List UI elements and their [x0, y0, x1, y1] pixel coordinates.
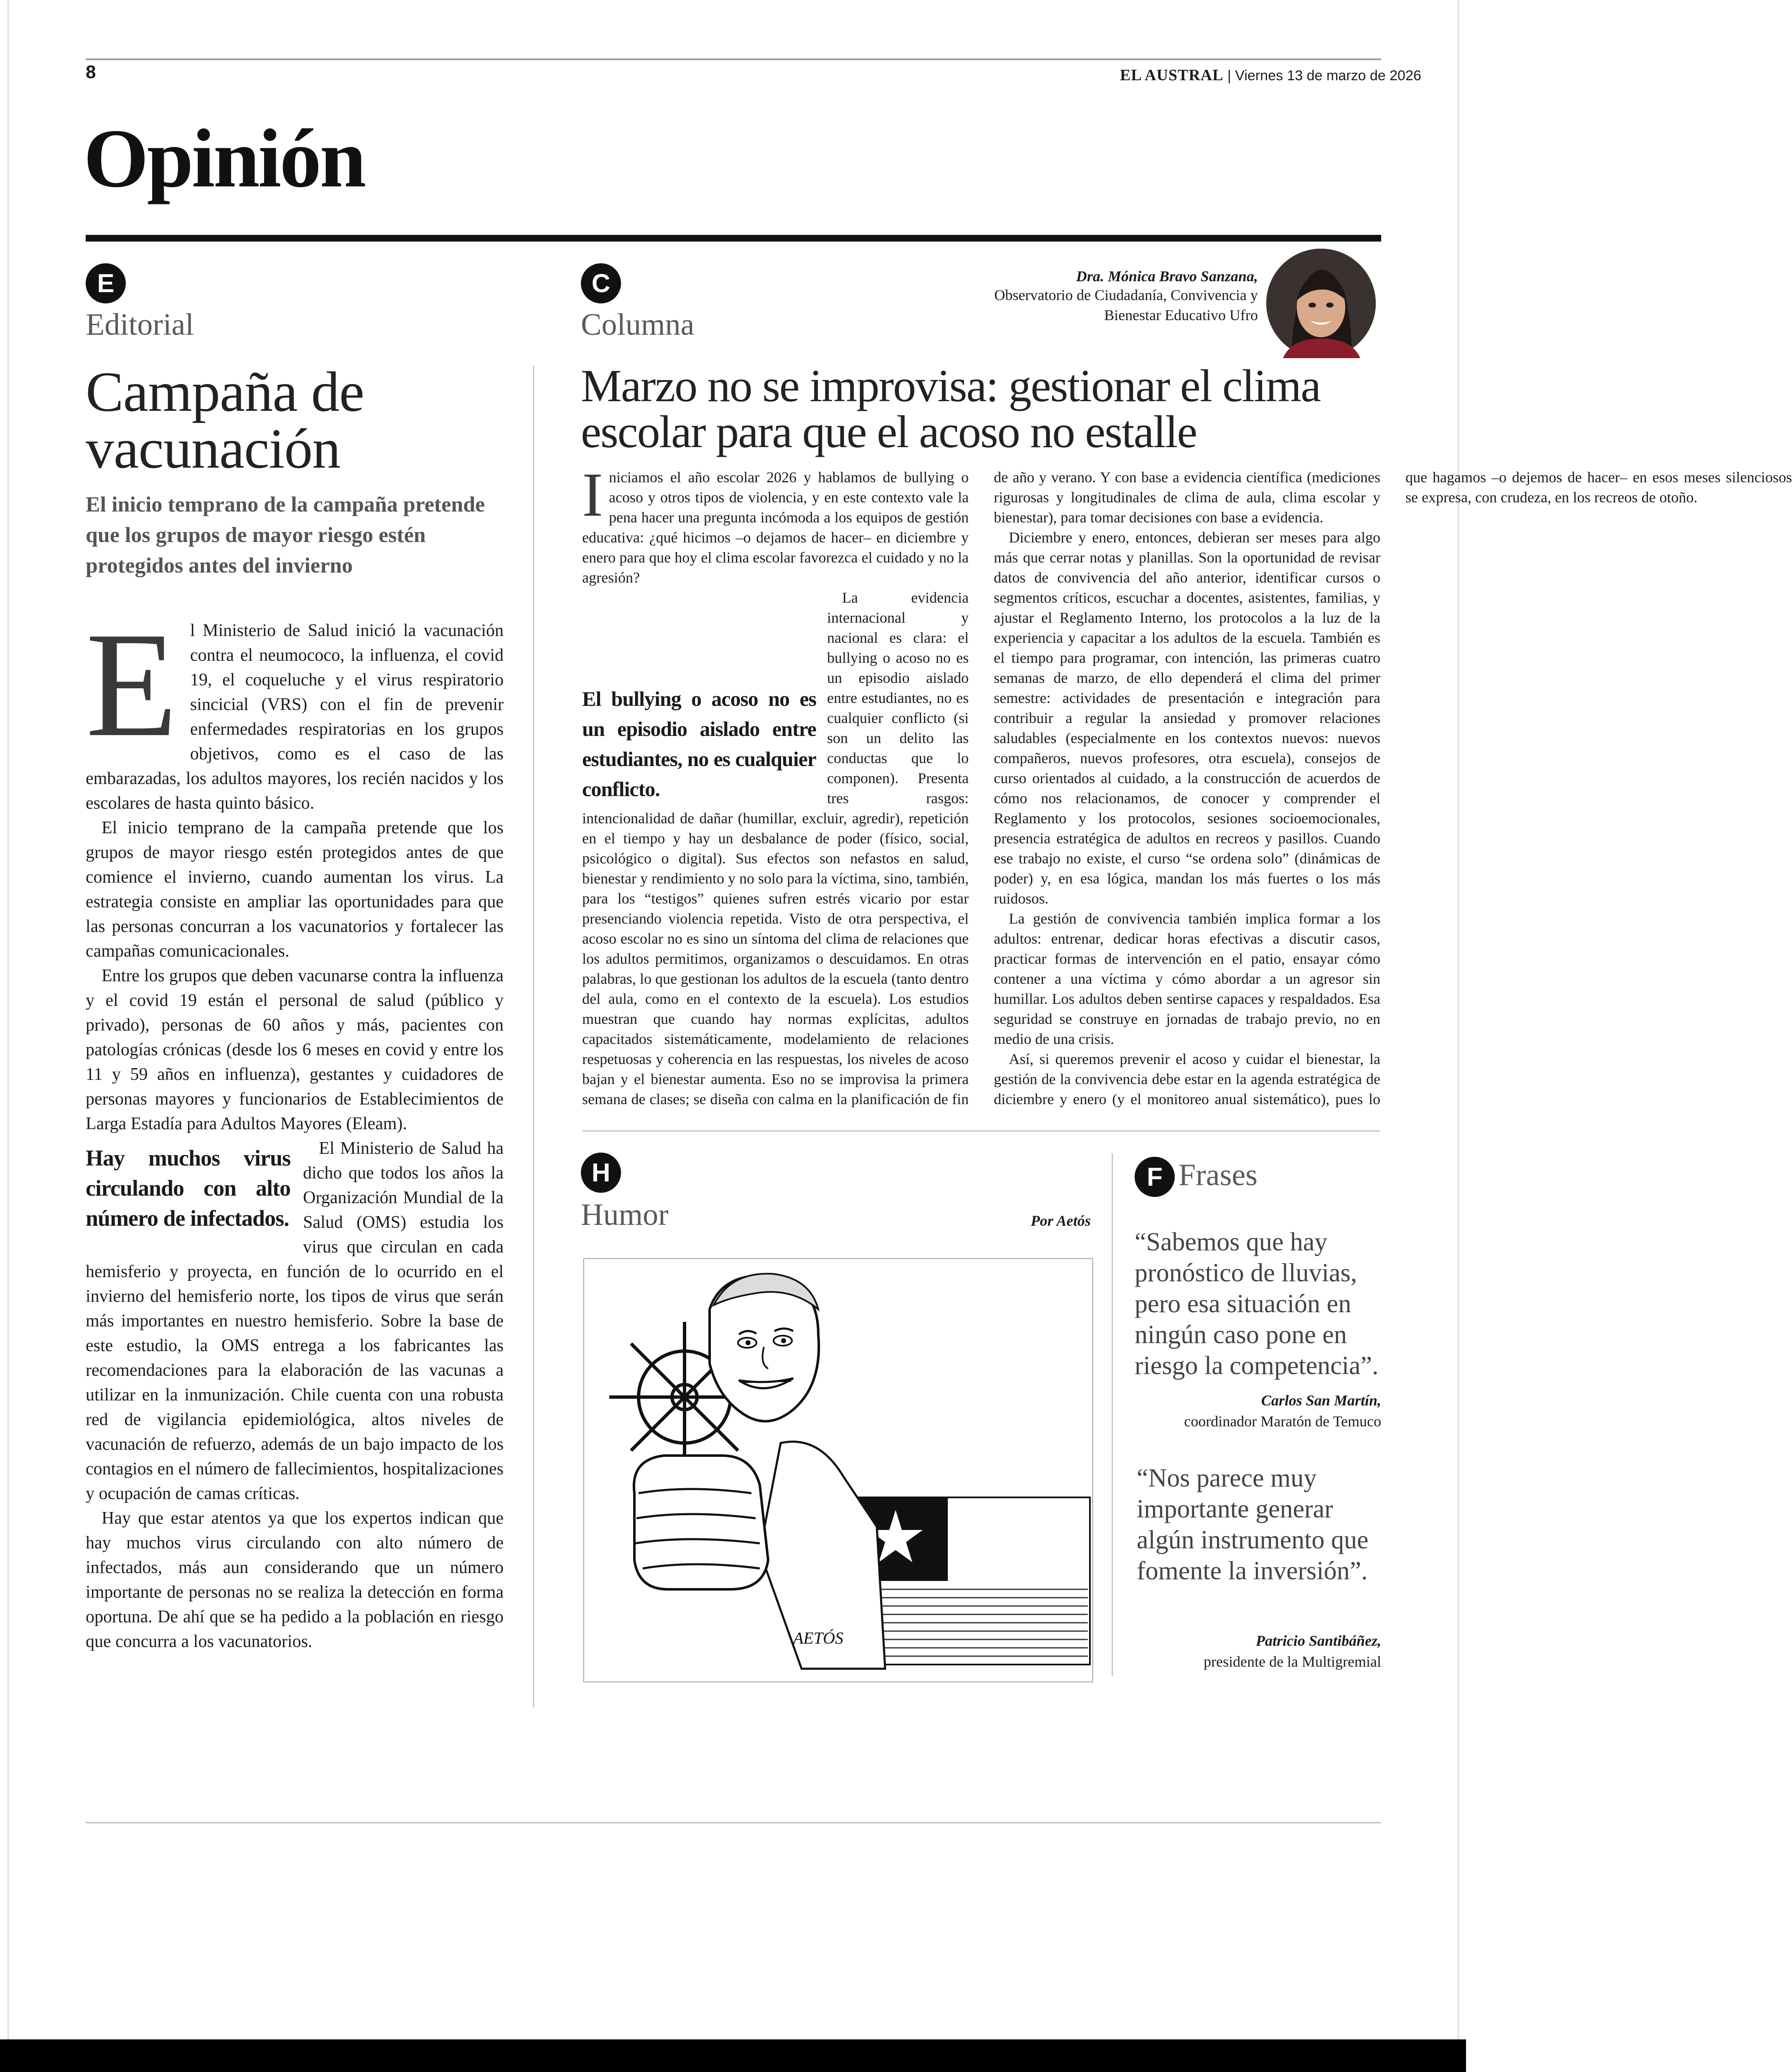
column-headline-line2: escolar para que el acoso no estalle [581, 406, 1197, 457]
frases-kicker: Frases [1179, 1158, 1258, 1192]
page-edge-left [8, 0, 9, 2039]
cartoon-illustration [584, 1259, 1092, 1681]
frases-quote-2-role: presidente de la Multigremial [1204, 1653, 1381, 1670]
editorial-paragraph-4: El Ministerio de Salud ha dicho que todos los años la Organización Mundial de la Salud (OMS) estudia los virus que circulan en cada hemisferio y proyecta, en función de lo ocurrido en el invierno del hemisferio norte, los tipos de virus que serán más importantes en nuestro hemisferio. Sobre la base de este estudio, la OMS entrega a los fabricantes las recomendaciones para la elaboración de las vacunas a utilizar en la inmunización. Chile cuenta con una robusta red de vigilancia epidemiológica, altos niveles de vacunación de refuerzo, además de un bajo impacto de los contagios en el número de fallecimientos, hospitalizaciones y ocupación de camas críticas. [86, 1139, 504, 1503]
column-paragraph-4: La gestión de convivencia también implica formar a los adultos: entrenar, dedicar horas efectivas a discutir casos, practicar formas de intervención en el patio, ensayar cómo contener a una víctima y cómo abordar a un agresor sin humillar. Los adultos deben sentirse capaces y respaldados. Esa seguridad se construye en jornadas de trabajo previo, no en medio de una crisis. [994, 910, 1380, 1047]
editorial-headline-line1: Campaña de [86, 361, 364, 423]
header-top-rule [86, 59, 1381, 60]
masthead [1120, 66, 1421, 84]
frases-quote-1-role: coordinador Maratón de Temuco [1184, 1413, 1381, 1430]
editorial-pullquote: Hay muchos virus circulando con alto número de infectados. [86, 1145, 290, 1231]
column-paragraph-2: La evidencia internacional y nacional es clara: el bullying o acoso no es un episodio aislado entre estudiantes, no es cualquier conflicto (si son un delito las conductas que lo componen). Presenta tres rasgos: intencionalidad de dañar (humillar, excluir, agredir), repetición en el tiempo y hay un desbalance de poder (físico, social, psicológico o digital). Sus efectos son nefastos en salud, bienestar y rendimiento y no solo para la víctima, sino, también, para los “testigos” quienes sufren estrés vicario por estar presenciando violencia repetida. Visto de otra perspectiva, el acoso escolar no es sino un síntoma del clima de relaciones que los adultos permitimos, organizamos o descuidamos. En otras palabras, lo que gestionan los adultos de la escuela (tanto dentro del aula, como en el contexto de la escuela). Los estudios muestran que cuando hay normas explícitas, adultos capacitados sistemáticamente, modelamiento de relaciones respetuosas y coherencia en las respuestas, los niveles de acoso bajan y el bienestar aumenta. Eso no se improvisa la primera semana de clases; se diseña con calma en la planificación de fin de año y verano. Y con base a evidencia científica (mediciones rigurosas y longitudinales de clima de aula, clima escolar y bienestar), para tomar decisiones con base a evidencia. [582, 469, 1380, 1107]
column-kicker: Columna [581, 308, 695, 342]
section-title: Opinión [84, 112, 365, 205]
editorial-headline [86, 361, 504, 480]
character-head [710, 1274, 819, 1421]
column-pullquote: El bullying o acoso no es un episodio aislado entre estudiantes, no es cualquier conflicto. [582, 687, 816, 801]
editorial-badge: E [86, 263, 126, 303]
column-paragraph-3: Diciembre y enero, entonces, debieran ser meses para algo más que cerrar notas y planillas. Son la oportunidad de revisar datos de convivencia del año anterior, identificar cursos o segmentos críticos, escuchar a docentes, asistentes, familias, y ajustar el Reglamento Interno, los protocolos a la luz de la experiencia y capacitar a los adultos de la escuela. También es el tiempo para programar, con intención, las primeras cuatro semanas de marzo, de ello dependerá el clima del primer semestre: actividades de presentación e integración para contribuir a regular la ansiedad y promover relaciones saludables (especialmente en los contextos nuevos: nuevos compañeros, nuevos profesores, otra escuela), consejos de curso orientados al cuidado, a la construcción de acuerdos de cómo nos relacionamos, de conocer y comprender el Reglamento y los protocolos, sesiones socioemocionales, presencia estratégica de adultos en recreos y pasillos. Cuando ese trabajo no existe, el curso “se ordena solo” (dinámicas de poder) y, en esa lógica, mandan los más fuertes o los más ruidosos. [994, 529, 1380, 907]
newspaper-name: EL AUSTRAL [1120, 66, 1224, 84]
column-bottom-rule [582, 1130, 1380, 1132]
editorial-paragraph-1: El Ministerio de Salud inició la vacunación contra el neumococo, la influenza, el covid 19, el coqueluche y el virus respiratorio sincicial (VRS) con el fin de prevenir enfermedades respiratorias en los grupos objetivos, como es el caso de las embarazadas, los adultos mayores, los recién nacidos y los escolares de hasta quinto básico. [86, 601, 504, 813]
cartoon-signature: AETÓS [793, 1629, 843, 1647]
column-divider [533, 366, 534, 1707]
column-paragraph-1: Iniciamos el año escolar 2026 y hablamos de bullying o acoso y otros tipos de violencia, y en este contexto vale la pena hacer una pregunta incómoda a los equipos de gestión educativa: ¿qué hicimos –o dejamos de hacer– en diciembre y enero para que hoy el clima escolar favorezca el cuidado y no la agresión? [582, 460, 969, 586]
footer-bar [0, 2039, 1466, 2072]
column-author-name: Dra. Mónica Bravo Sanzana, [1076, 268, 1258, 285]
author-portrait-icon [1266, 249, 1376, 358]
column-headline-line1: Marzo no se improvisa: gestionar el clima [581, 360, 1321, 411]
humor-credit: Por Aetós [1031, 1212, 1091, 1229]
column-badge: C [581, 263, 621, 303]
editorial-paragraph-3: Entre los grupos que deben vacunarse contra la influenza y el covid 19 están el personal de salud (público y privado), personas de 60 años y más, pacientes con patologías crónicas (desde los 6 meses en covid y entre los 11 y 59 años en influenza), gestantes y cuidadores de personas mayores y funcionarios de Establecimientos de Larga Estadía para Adultos Mayores (Eleam). [86, 966, 504, 1133]
humor-badge: H [581, 1153, 621, 1193]
cartoon [583, 1258, 1093, 1683]
humor-kicker: Humor [581, 1198, 669, 1232]
column-author-role-2: Bienestar Educativo Ufro [1104, 307, 1258, 323]
author-photo [1266, 249, 1376, 358]
fist-shape [634, 1456, 768, 1589]
column-paragraph-5: Así, si queremos prevenir el acoso y cuidar el bienestar, la gestión de la convivencia debe estar en la agenda estratégica de diciembre y enero (y el monitoreo anual sistemático), pues lo que hagamos –o dejemos de hacer– en esos meses silenciosos se expresa, con crudeza, en los recreos de otoño. [994, 469, 1792, 1107]
column-author-role-1: Observatorio de Ciudadanía, Convivencia y [994, 287, 1258, 303]
column-byline [911, 267, 1258, 325]
editorial-body [86, 601, 504, 1654]
editorial-paragraph-2: El inicio temprano de la campaña pretende que los grupos de mayor riesgo estén protegidos antes de que comience el invierno, cuando aumentan los virus. La estrategia consiste en ampliar las oportunidades para que las personas concurran a los vacunatorios y fortalecer las campañas comunicacionales. [86, 818, 504, 961]
column-headline [581, 360, 1375, 457]
humor-frases-divider [1112, 1153, 1113, 1676]
column-dropcap: I [582, 460, 603, 529]
page-number: 8 [86, 62, 96, 82]
editorial-deck: El inicio temprano de la campaña pretende que los grupos de mayor riesgo estén protegidos antes del invierno [86, 493, 485, 578]
frases-quote-2: “Nos parece muy importante generar algún instrumento que fomente la inversión”. [1137, 1464, 1369, 1585]
issue-date: Viernes 13 de marzo de 2026 [1235, 68, 1421, 84]
section-rule [86, 235, 1381, 242]
editorial-kicker: Editorial [86, 308, 194, 342]
masthead-separator: | [1223, 68, 1235, 84]
editorial-paragraph-5: Hay que estar atentos ya que los expertos indican que hay muchos virus circulando con alto número de infectados, más aun considerando que un número importante de personas no se realiza la detección en forma oportuna. De ahí que se ha pedido a la población en riesgo que concurra a los vacunatorios. [86, 1509, 504, 1651]
footer-rule [86, 1822, 1381, 1823]
editorial-dropcap: E [86, 601, 178, 768]
column-body [582, 460, 1792, 1119]
frases-quote-1: “Sabemos que hay pronóstico de lluvias, pero esa situación en ningún caso pone en riesgo la competencia”. [1135, 1228, 1379, 1380]
page-edge-right [1458, 0, 1459, 2039]
frases-quote-1-name: Carlos San Martín, [1261, 1392, 1381, 1409]
editorial-headline-line2: vacunación [86, 417, 341, 480]
frases-badge: F [1135, 1157, 1175, 1197]
frases-quote-2-name: Patricio Santibáñez, [1255, 1632, 1381, 1649]
